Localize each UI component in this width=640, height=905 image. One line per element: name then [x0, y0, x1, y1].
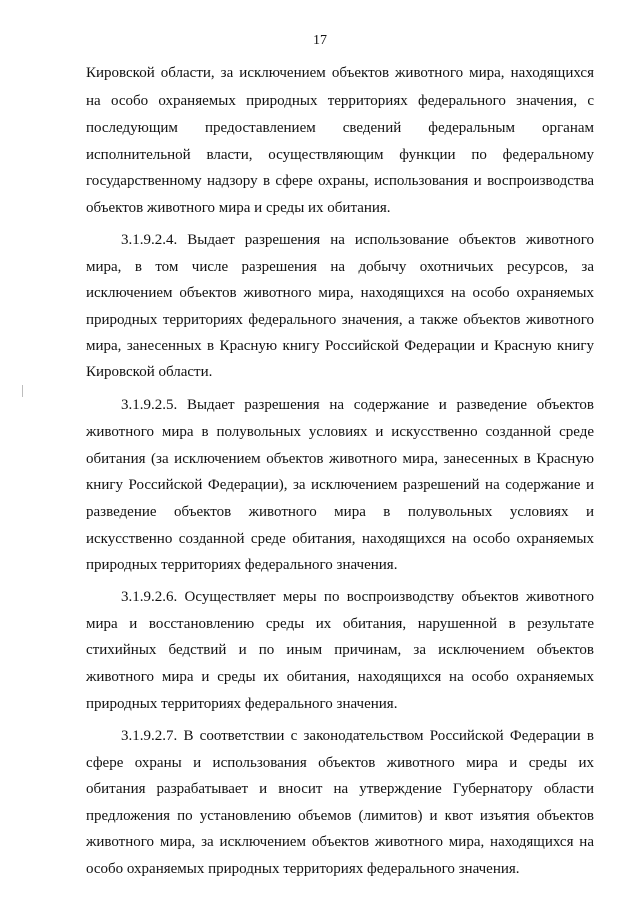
margin-mark — [22, 385, 23, 397]
paragraph-line: животного мира, за исключением объектов животного мира, находящихся на — [86, 834, 594, 850]
paragraph-line: животного мира в полувольных условиях и искусственно созданной среде — [86, 424, 594, 440]
paragraph-line: искусственно созданной среде обитания, находящихся на особо охраняемых — [86, 531, 594, 547]
paragraph-line: мира и восстановлению среды их обитания, нарушенной в результате — [86, 616, 594, 632]
paragraph-line: природных территориях федерального значения. — [86, 557, 398, 573]
paragraph-line: на особо охраняемых природных территориях федерального значения, с — [86, 93, 594, 109]
paragraph-line: природных территориях федерального значения, а также объектов животного — [86, 312, 594, 328]
paragraph-line: 3.1.9.2.6. Осуществляет меры по воспроизводству объектов животного — [121, 589, 594, 605]
paragraph-line: объектов животного мира и среды их обитания. — [86, 200, 391, 216]
paragraph-line: книгу Российской Федерации), за исключением разрешений на содержание и — [86, 477, 594, 493]
paragraph-line: 3.1.9.2.5. Выдает разрешения на содержание и разведение объектов — [121, 397, 594, 413]
paragraph-line: обитания (за исключением объектов животного мира, занесенных в Красную — [86, 451, 594, 467]
paragraph-line: мира, в том числе разрешения на добычу охотничьих ресурсов, за — [86, 259, 594, 275]
paragraph-line: 3.1.9.2.7. В соответствии с законодательством Российской Федерации в — [121, 728, 594, 744]
paragraph-line: исключением объектов животного мира, находящихся на особо охраняемых — [86, 285, 594, 301]
paragraph-line: особо охраняемых природных территориях федерального значения. — [86, 861, 520, 877]
paragraph-line: разведение объектов животного мира в полувольных условиях и — [86, 504, 594, 520]
paragraph-line: стихийных бедствий и по иным причинам, за исключением объектов — [86, 642, 594, 658]
paragraph-line: государственному надзору в сфере охраны, использования и воспроизводства — [86, 173, 594, 189]
paragraph-line: Кировской области, за исключением объектов животного мира, находящихся — [86, 65, 594, 81]
paragraph-line: животного мира и среды их обитания, находящихся на особо охраняемых — [86, 669, 594, 685]
paragraph-line: Кировской области. — [86, 364, 213, 380]
paragraph-line: последующим предоставлением сведений федеральным органам — [86, 120, 594, 136]
paragraph-line: 3.1.9.2.4. Выдает разрешения на использование объектов животного — [121, 232, 594, 248]
paragraph-line: обитания разрабатывает и вносит на утверждение Губернатору области — [86, 781, 594, 797]
paragraph-line: предложения по установлению объемов (лимитов) и квот изъятия объектов — [86, 808, 594, 824]
page-number: 17 — [313, 33, 327, 48]
paragraph-line: сфере охраны и использования объектов животного мира и среды их — [86, 755, 594, 771]
paragraph-line: природных территориях федерального значения. — [86, 696, 398, 712]
paragraph-line: мира, занесенных в Красную книгу Российской Федерации и Красную книгу — [86, 338, 594, 354]
paragraph-line: исполнительной власти, осуществляющим функции по федеральному — [86, 147, 594, 163]
